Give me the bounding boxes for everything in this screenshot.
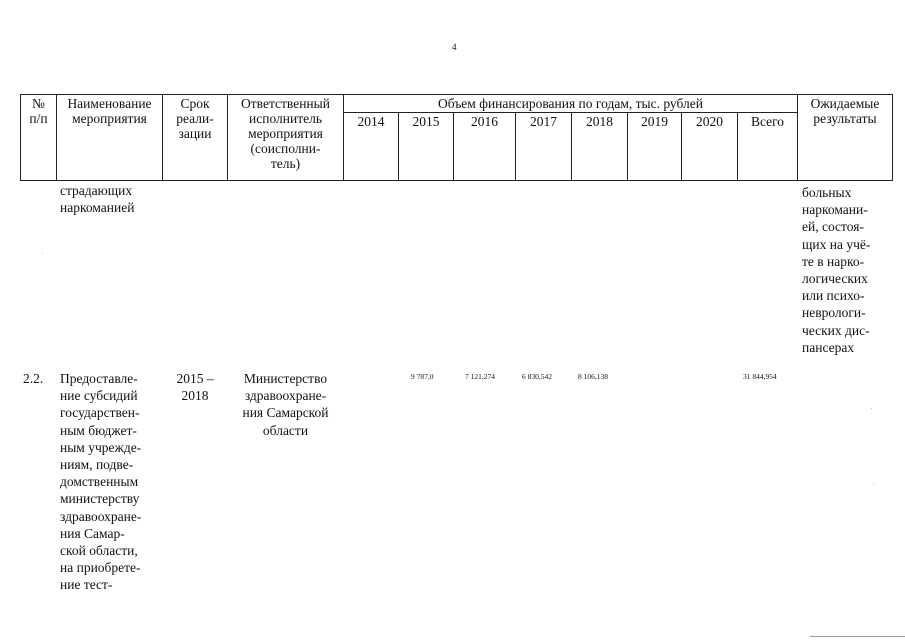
row-term: 2015 – 2018 (176, 371, 214, 404)
row-name: Предоставле- ние субсидий государствен- ным бюджет- ным учрежде- ниям, подве- домственным министерству здравоохране- ния Самар- ской области, на приобрете- ние тест- (60, 371, 142, 593)
header-num: № п/п (29, 96, 48, 126)
header-total: Всего (750, 114, 785, 129)
page-number: 4 (452, 42, 457, 52)
header-year-2019: 2019 (641, 114, 668, 129)
header-year-2016: 2016 (471, 114, 498, 129)
row-executor: Министерство здравоохране- ния Самарской области (242, 371, 329, 438)
scan-speck (871, 408, 872, 409)
value-2015: 9 787,0 (411, 372, 434, 381)
header-year-2014: 2014 (357, 114, 385, 129)
header-name: Наименование мероприятия (67, 96, 152, 126)
header-year-2020: 2020 (696, 114, 723, 129)
continuation-results: больных наркомани- ей, состоя- щих на учё- те в нарко- логических или психо- неврологи- ческих дис- пансерах (802, 185, 871, 355)
header-year-2015: 2015 (412, 114, 440, 129)
header-year-2017: 2017 (530, 114, 557, 129)
header-year-2018: 2018 (586, 114, 613, 129)
continuation-name: страдающих наркоманией (60, 183, 135, 216)
value-2017: 6 830,542 (522, 372, 552, 381)
header-results: Ожидаемые результаты (810, 96, 880, 126)
value-2018: 8 106,138 (578, 372, 608, 381)
scan-edge-line (810, 636, 905, 637)
scan-speck (873, 484, 874, 485)
scan-speck (42, 253, 43, 254)
row-number: 2.2. (23, 371, 44, 386)
header-term: Срок реали- зации (176, 96, 214, 141)
value-2016: 7 121,274 (465, 372, 495, 381)
value-total: 31 844,954 (743, 372, 777, 381)
header-funding: Объем финансирования по годам, тыс. рублей (438, 96, 703, 111)
header-executor: Ответственный исполнитель мероприятия (соисполни- тель) (241, 96, 330, 171)
